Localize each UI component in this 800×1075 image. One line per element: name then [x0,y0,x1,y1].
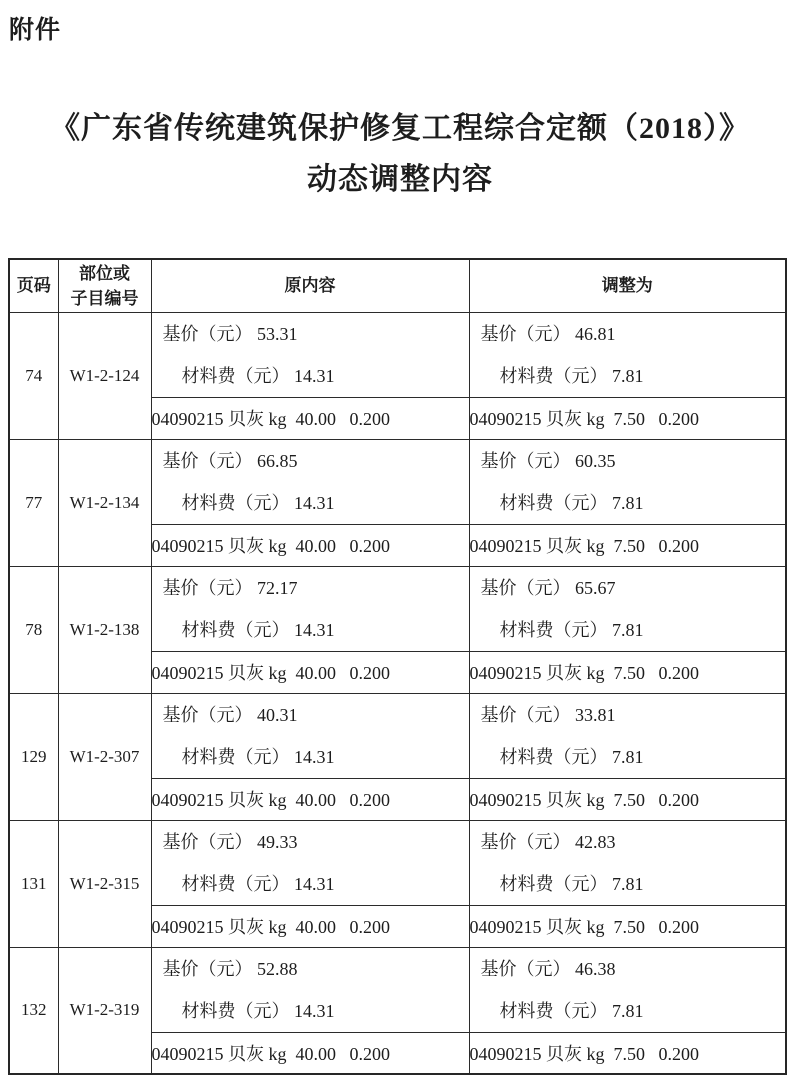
adjusted-material-cell: 04090215 贝灰 kg 7.50 0.200 [469,524,786,566]
original-material-cell: 04090215 贝灰 kg 40.00 0.200 [151,397,469,439]
page-cell: 74 [9,312,58,439]
original-content-cell [151,312,469,397]
base-price-line: 基价（元） 46.81 [480,323,616,344]
material-fee-line: 材料费（元） 14.31 [181,619,335,640]
original-content-cell [151,947,469,1032]
table-header-row [9,259,786,312]
material-fee-line: 材料费（元） 7.81 [499,619,644,640]
code-cell: W1-2-134 [58,439,151,566]
material-fee-line: 材料费（元） 7.81 [499,1000,644,1021]
table-row [9,439,786,524]
adjusted-content-cell [469,312,786,397]
base-price-line: 基价（元） 53.31 [162,323,298,344]
doc-title-line2: 动态调整内容 [307,163,493,196]
base-price-line: 基价（元） 65.67 [480,577,616,598]
original-material-cell: 04090215 贝灰 kg 40.00 0.200 [151,905,469,947]
adjusted-content-cell [469,947,786,1032]
base-price-line: 基价（元） 72.17 [162,577,298,598]
base-price-line: 基价（元） 33.81 [480,704,616,725]
material-fee-line: 材料费（元） 14.31 [181,1000,335,1021]
material-fee-line: 材料费（元） 14.31 [181,873,335,894]
col-header-code-line2: 子目编号 [70,288,139,308]
document-title [0,103,800,205]
adjusted-material-cell: 04090215 贝灰 kg 7.50 0.200 [469,397,786,439]
base-price-line: 基价（元） 40.31 [162,704,298,725]
adjusted-content-cell [469,820,786,905]
table-row [9,312,786,397]
table-row [9,820,786,905]
adjusted-material-cell: 04090215 贝灰 kg 7.50 0.200 [469,778,786,820]
page-cell: 132 [9,947,58,1074]
base-price-line: 基价（元） 46.38 [480,958,616,979]
adjusted-material-cell: 04090215 贝灰 kg 7.50 0.200 [469,905,786,947]
material-fee-line: 材料费（元） 7.81 [499,746,644,767]
code-cell: W1-2-319 [58,947,151,1074]
page-cell: 129 [9,693,58,820]
adjusted-content-cell [469,693,786,778]
table-row [9,693,786,778]
col-header-adjusted: 调整为 [469,259,786,312]
col-header-code-line1: 部位或 [79,263,130,283]
material-fee-line: 材料费（元） 14.31 [181,746,335,767]
code-cell: W1-2-315 [58,820,151,947]
material-fee-line: 材料费（元） 14.31 [181,492,335,513]
code-cell: W1-2-138 [58,566,151,693]
original-material-cell: 04090215 贝灰 kg 40.00 0.200 [151,778,469,820]
material-fee-line: 材料费（元） 14.31 [181,365,335,386]
page-cell: 77 [9,439,58,566]
material-fee-line: 材料费（元） 7.81 [499,365,644,386]
base-price-line: 基价（元） 60.35 [480,450,616,471]
base-price-line: 基价（元） 49.33 [162,831,298,852]
adjusted-content-cell [469,439,786,524]
base-price-line: 基价（元） 42.83 [480,831,616,852]
page-cell: 131 [9,820,58,947]
col-header-original: 原内容 [151,259,469,312]
adjusted-material-cell: 04090215 贝灰 kg 7.50 0.200 [469,651,786,693]
page-cell: 78 [9,566,58,693]
code-cell: W1-2-307 [58,693,151,820]
col-header-code [58,259,151,312]
code-cell: W1-2-124 [58,312,151,439]
base-price-line: 基价（元） 52.88 [162,958,298,979]
original-material-cell: 04090215 贝灰 kg 40.00 0.200 [151,524,469,566]
original-content-cell [151,693,469,778]
original-content-cell [151,439,469,524]
original-content-cell [151,820,469,905]
adjusted-material-cell: 04090215 贝灰 kg 7.50 0.200 [469,1032,786,1074]
table-row [9,947,786,1032]
original-content-cell [151,566,469,651]
col-header-page: 页码 [9,259,58,312]
material-fee-line: 材料费（元） 7.81 [499,492,644,513]
material-fee-line: 材料费（元） 7.81 [499,873,644,894]
original-material-cell: 04090215 贝灰 kg 40.00 0.200 [151,651,469,693]
adjusted-content-cell [469,566,786,651]
table-row [9,566,786,651]
adjustment-table [8,258,787,1075]
doc-title-line1: 《广东省传统建筑保护修复工程综合定额（2018）》 [50,112,750,145]
attachment-label: 附件 [9,16,62,44]
original-material-cell: 04090215 贝灰 kg 40.00 0.200 [151,1032,469,1074]
base-price-line: 基价（元） 66.85 [162,450,298,471]
